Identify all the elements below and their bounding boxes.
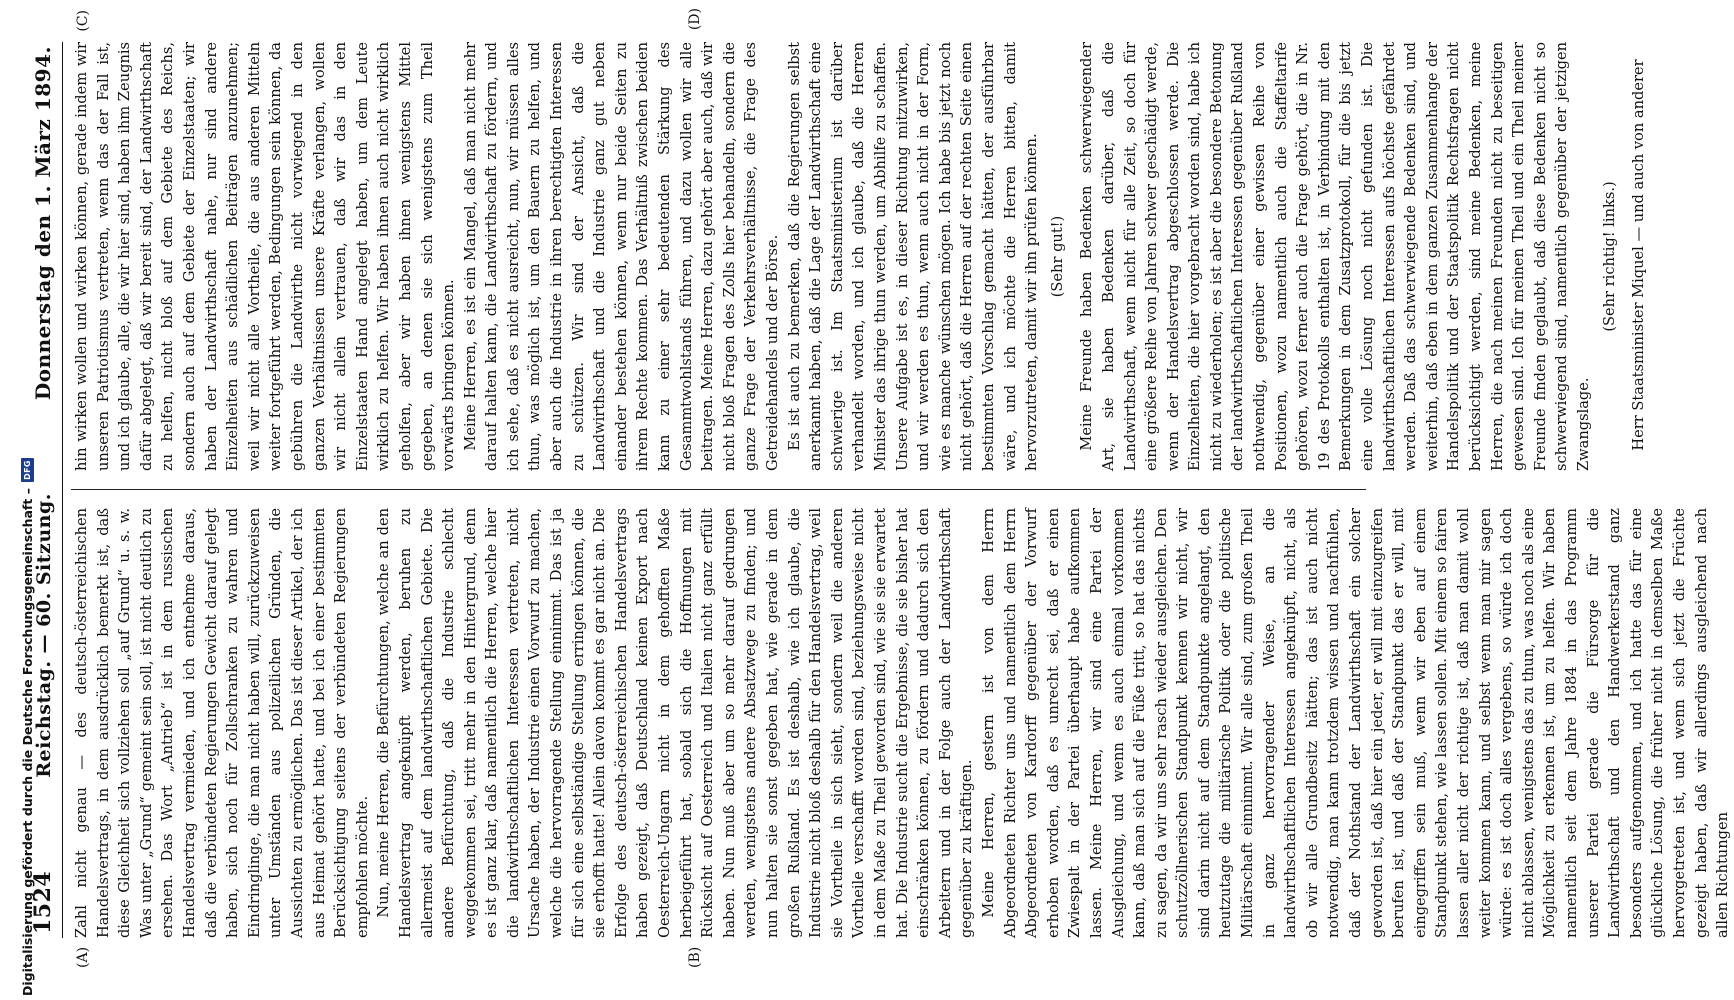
margin-mark-c: (C) bbox=[75, 10, 91, 32]
right-column bbox=[71, 42, 1648, 490]
margin-mark-d: (D) bbox=[687, 8, 703, 31]
speaker-line: Herr Staatsminister Miquel — und auch von anderer bbox=[1630, 59, 1648, 451]
paragraph: hin wirken wollen und wirken können, gerade indem wir unseren Patriotismus vertreten, wenn das der Fall ist, und ich glaube, alle, die wir hier sind, haben ihm Zeugnis dafür abgelegt, daß wir bereit sind, der Landwirthschaft zu helfen, nicht bloß auf dem Gebiete des Reichs, sondern auch auf dem Gebiete der Einzelstaaten; wir haben der Landwirthschaft nahe, nur sind andere Einzelheiten aus schädlichen Beiträgen anzunehmen; weil wir nicht alle Vortheile, die aus anderen Mitteln weiter fortgeführt werden, Bedingungen sein können, da gebühren die Landwirthe nicht vorwiegend in den ganzen Verhältnissen unsere Kräfte verlangen, wollen wir nicht allein vertrauen, daß wir das in den Einzelstaaten Hand angelegt haben, um dem Leute wirklich zu helfen. Wir haben ihnen auch nicht wirklich geholfen, aber wir haben ihnen wenigstens Mittel gegeben, an denen sie sich wenigstens zum Theil vorwärts bringen können. bbox=[73, 42, 458, 471]
page-header bbox=[30, 42, 56, 938]
paragraph: Es ist auch zu bemerken, daß die Regierungen selbst anerkannt haben, daß die Lage der Landwirthschaft eine schwierige ist. Im Staatsministerium ist darüber verhandelt worden, und ich glaube, daß die Herren Minister das ihrige thun werden, um Abhilfe zu schaffen. Unsere Aufgabe ist es, in dieser Richtung mitzuwirken, und wir werden es thun, wenn auch nicht in der Form, wie es manche wünschen mögen. Ich habe bis jetzt noch nicht gehört, daß die Herren auf der rechten Seite einen bestimmten Vorschlag gemacht hätten, der ausführbar wäre, und ich möchte die Herren bitten, damit hervorzutreten, damit wir ihn prüfen können. bbox=[785, 42, 1041, 471]
paragraph: Meine Freunde haben Bedenken schwerwiegender Art, sie haben Bedenken darüber, daß die Landwirthschaft, wenn nicht für alle Zeit, so doch für eine größere Reihe von Jahren schwer geschädigt werde, wenn der Handelsvertrag abgeschlossen werde. Die Einzelheiten, die hier vorgebracht worden sind, habe ich nicht zu wiederholen; es ist aber die besondere Betonung der landwirthschaftlichen Interessen gegenüber Rußland nothwendig, gegenüber einer gewissen Reihe von Positionen, wozu namentlich auch die Staffeltarife gehören, wozu ferner auch die Frage gehört, die in Nr. 19 des Protokolls enthalten ist, in Verbindung mit den Bemerkungen in dem Zusatzprotokoll, für die bis jetzt eine volle Lösung noch nicht gefunden ist. Die landwirthschaftlichen Interessen aufs höchste gefährdet werden. Daß das schwerwiegende Bedenken sind, und weiterhin, daß eben in dem ganzen Zusammenhange der Handelspolitik und der Staatspolitik Rechtsfragen nicht berücksichtigt werden, sind meine Bedenken, meine Herren, die nach meinen Freunden nicht zu beseitigen gewesen sind. Ich für meinen Theil und ein Theil meiner Freunde finden geglaubt, daß diese Bedenken nicht so schwerwiegend sind, namentlich gegenüber der jetzigen Zwangslage. bbox=[1078, 42, 1592, 471]
paragraph: Meine Herren, gestern ist von dem Herrn Abgeordneten Richter uns und namentlich dem Herrn Abgeordneten von Kardorff gegenüber der Vorwurf erhoben worden, daß es unrecht sei, daß er einen Zwiespalt in der Partei überhaupt habe aufkommen lassen. Meine Herren, wir sind eine Partei der Ausgleichung, und wenn es auch einmal vorkommen kann, daß man sich auf die Füße tritt, so hat das nichts zu sagen, da wir uns sehr rasch wieder ausgleichen. Den schutzzöllnerischen Standpunkt kennen wir nicht, wir sind darin nicht auf dem Standpunkte angelangt, den heutzutage die militärische Politik oder die politische Militärschaft einnimmt. Wir alle sind, zum großen Theil in ganz hervorragender Weise, an die landwirthschaftlichen Interessen angeknüpft, nicht, als ob wir alle Grundbesitz hätten; das ist auch nicht notwendig, man kann trotzdem wissen und nachfühlen, daß der Nothstand der Landwirthschaft ein solcher geworden ist, daß hier ein jeder, er will mit einzugreifen berufen ist, und daß der Standpunkt das er will, mit eingegriffen sein muß, wenn wir eben auf einem Standpunkt stehen, wie lassen sollen. Mit einem so fairen lassen aller nicht der richtige ist, daß man damit wohl weiter kommen kann, und selbst wenn man mir sagen würde: es ist doch alles vergebens, so würde ich doch nicht ablassen, wenigstens das zu thun, was noch als eine Möglichkeit zu erkennen ist, um zu helfen. Wir haben namentlich seit dem Jahre 1884 in das Programm unserer Partei gerade die Fürsorge für die Landwirthschaft und den Handwerkerstand ganz besonders aufgenommen, und ich hatte das für eine glückliche Lösung, die früher nicht in demselben Maße hervorgetreten ist, und wenn sich jetzt die Früchte gezeigt haben, daß wir allerdings ausgleichend nach allen Richtungen bbox=[979, 508, 1732, 938]
paragraph: Meine Herren, es ist ein Mangel, daß man nicht mehr darauf halten kann, die Landwirthschaft zu fördern, und ich sehe, daß es nicht ausreicht, nun, wir müssen alles thun, was möglich ist, um den Bauern zu helfen, und aber auch die Industrie in ihren berechtigten Interessen zu schützen. Wir sind der Ansicht, daß die Landwirthschaft und die Industrie ganz gut neben einander bestehen können, wenn nur beide Seiten zu ihrem Rechte kommen. Das Verhältniß zwischen beiden kann zu einer sehr bedeutenden Stärkung des Gesammtwohlstands führen, und dazu wollen wir alle beitragen. Meine Herren, dazu gehört aber auch, daß wir nicht bloß Fragen des Zolls hier behandeln, sondern die ganze Frage der Verkehrsverhältnisse, die Frage des Getreidehandels und der Börse. bbox=[461, 42, 781, 471]
left-column bbox=[71, 490, 1732, 938]
header-rule bbox=[62, 42, 63, 938]
session-date: Donnerstag den 1. März 1894. bbox=[31, 46, 55, 401]
text-columns bbox=[71, 8, 1732, 968]
interjection: (Sehr richtig! links.) bbox=[1600, 181, 1618, 332]
paragraph: Zahl nicht genau — des deutsch-österreichischen Handelsvertrags, in dem ausdrücklich bemerkt ist, daß diese Gleichheit sich vollziehen soll „auf Grund“ u. s. w. Was unter „Grund“ gemeint sein soll, ist nicht deutlich zu ersehen. Das Wort „Antrieb“ ist in dem russischen Handelsvertrag vermieden, und ich entnehme daraus, daß die verbündeten Regierungen Gewicht darauf gelegt haben, sich noch für Zollschranken zu wahren und Eindringlinge, die man nicht haben will, zurückzuweisen unter Umständen aus polizeilichen Gründen, die Aussichten zu ermöglichen. Das ist dieser Artikel, der ich aus Heimat gehört hatte, und bei ich einer bestimmten Berücksichtigung seitens der verbündeten Regierungen empfohlen möchte. bbox=[73, 508, 371, 938]
margin-mark-b: (B) bbox=[687, 946, 703, 968]
session-title: Reichstag. — 60. Sitzung. bbox=[33, 493, 55, 778]
interjection: (Sehr gut!) bbox=[1048, 215, 1066, 298]
dfg-logo: DFG bbox=[21, 458, 34, 482]
paragraph: Nun, meine Herren, die Befürchtungen, welche an den Handelsvertrag angeknüpft werden, beruhen zu allermeist auf dem landwirthschaftlichen Gebiete. Die andere Befürchtung, daß die Industrie schlecht weggekommen sei, tritt mehr in den Hintergrund, denn es ist ganz klar, daß namentlich die Herren, welche hier die landwirthschaftlichen Interessen vertreten, nicht Ursache haben, der Industrie einen Vorwurf zu machen, welche die hervorragende Stellung einnimmt. Das ist ja für sich eine selbständige Stellung erringen können, die sie erhofft hatte! Allein davon kommt es gar nicht an. Die Erfolge des deutsch-österreichischen Handelsvertrags haben gezeigt, daß Deutschland keinen Export nach Oesterreich-Ungarn nicht in dem gehofften Maße herbeigeführt hat, sobald sich die Hoffnungen mit Rücksicht auf Oesterreich und Italien nicht ganz erfüllt haben. Nun muß aber um so mehr darauf gedrungen werden, wenigstens andere Absatzwege zu finden; und nun halten sie sonst gegeben hat, wie gerade in dem großen Rußland. Es ist deshalb, wie ich glaube, die Industrie nicht bloß deshalb für den Handelsvertrag, weil sie Vortheile in sich sieht, sondern weil die anderen Vortheile verschafft worden sind, beziehungsweise nicht in dem Maße zu Theil geworden sind, wie sie sie erwartet hat. Die Industrie sucht die Ergebnisse, die sie bisher hat einschränken können, zu fördern und dadurch sich den Arbeitern und in der Folge auch der Landwirthschaft gegenüber zu kräftigen. bbox=[375, 508, 976, 938]
margin-mark-a: (A) bbox=[75, 946, 91, 968]
page-number: 1524 bbox=[30, 870, 56, 934]
footer-credit-text: Digitalisierung gefördert durch die Deutsche Forschungsgemeinschaft – bbox=[20, 488, 35, 996]
